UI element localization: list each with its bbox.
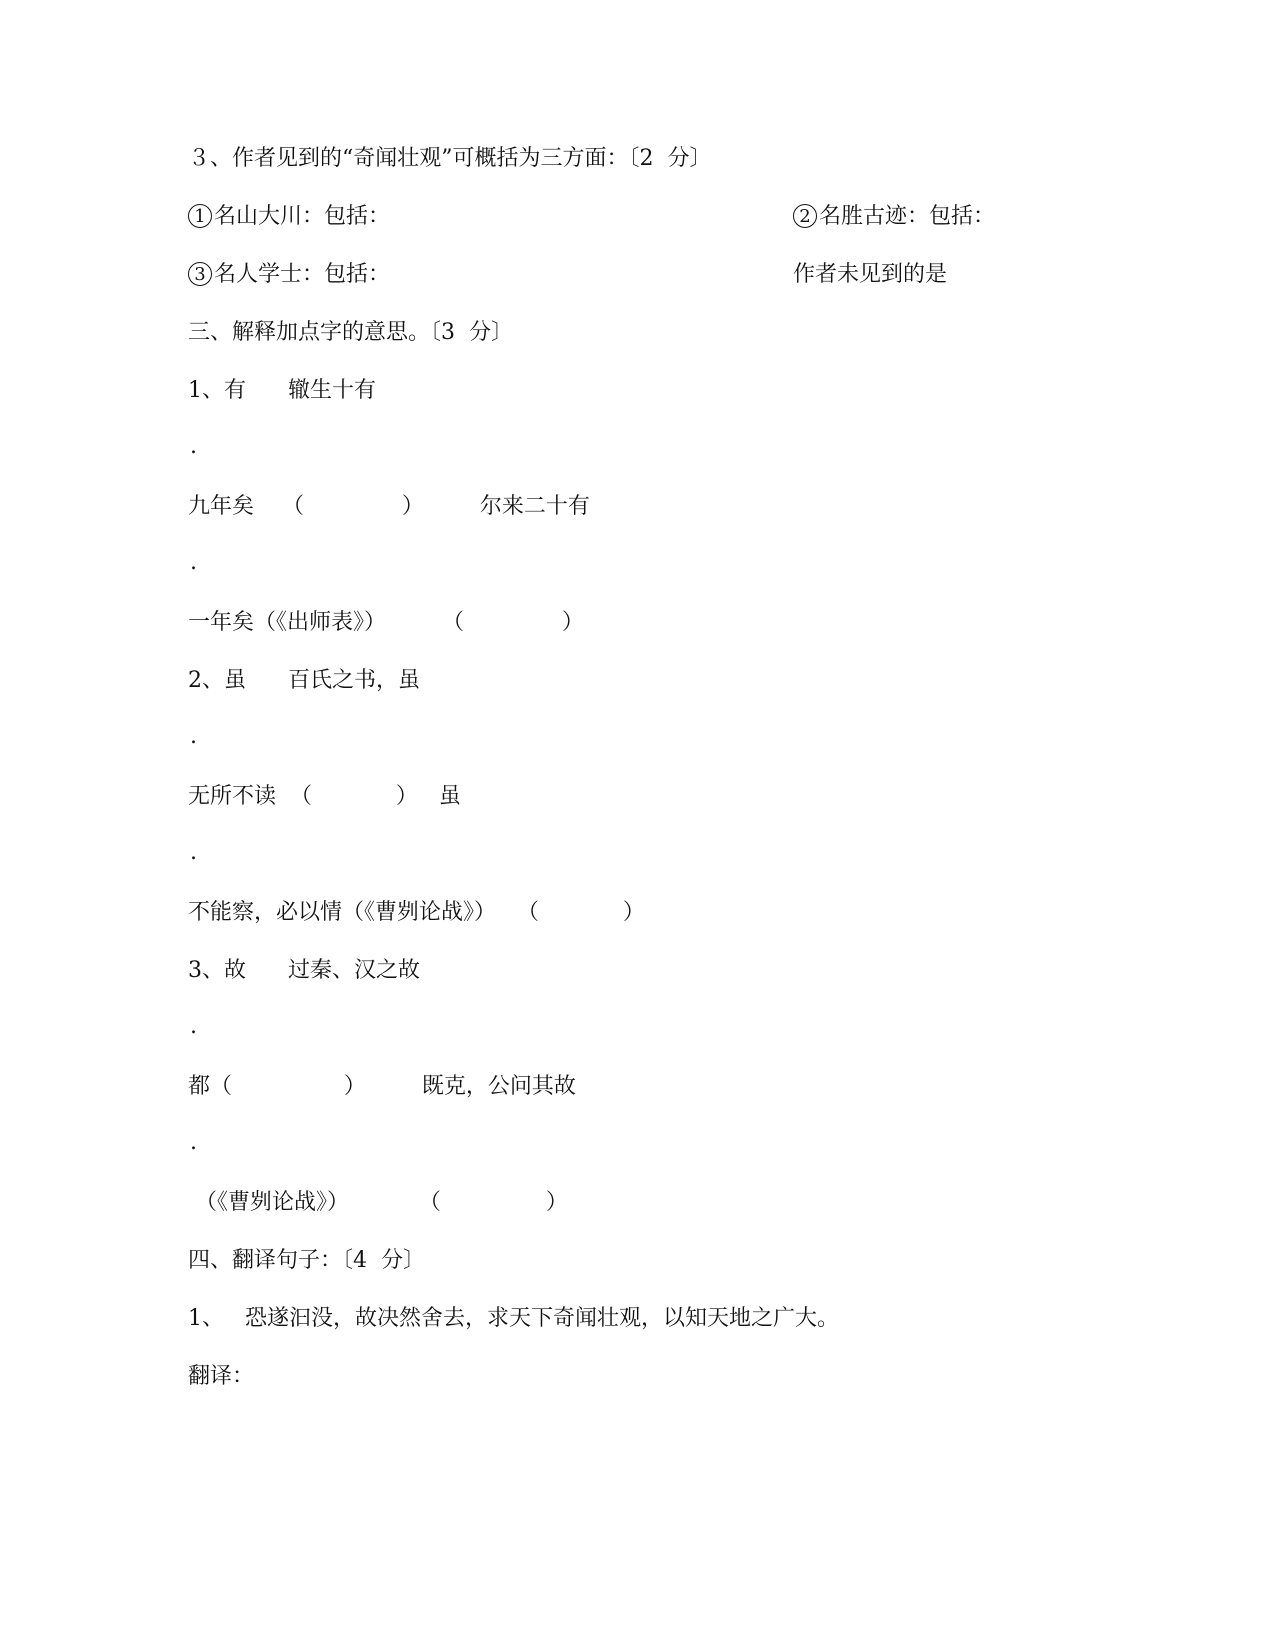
s4-q1-answer-label: 翻译： bbox=[188, 1364, 255, 1389]
q3-item-1-text: 名山大川：包括： bbox=[214, 204, 391, 229]
s3-q3-line-3: （《曹刿论战》） （ ） bbox=[188, 1190, 568, 1215]
emphasis-dot: . bbox=[190, 1014, 197, 1039]
question-3-title: ３、作者见到的“奇闻壮观”可概括为三方面：〔2 分〕 bbox=[188, 146, 712, 171]
s3-q2-line-2: 无所不读 （ ） 虽 bbox=[188, 784, 461, 809]
s3-q2-line-1: 2、虽 百氏之书，虽 bbox=[188, 668, 420, 693]
s4-q1-text: 1、 恐遂汩没，故决然舍去，求天下奇闻壮观，以知天地之广大。 bbox=[188, 1306, 839, 1331]
q3-item-2-text: 名胜古迹：包括： bbox=[819, 204, 996, 229]
q3-item-3 bbox=[188, 261, 390, 289]
circled-number-3: 3 bbox=[188, 262, 212, 286]
emphasis-dot: . bbox=[190, 724, 197, 749]
emphasis-dot: . bbox=[190, 434, 197, 459]
q3-item-4-text: 作者未见到的是 bbox=[793, 262, 948, 287]
circled-number-2: 2 bbox=[793, 204, 817, 228]
s3-q2-line-3: 不能察，必以情（《曹刿论战》） （ ） bbox=[188, 900, 645, 925]
q3-item-2 bbox=[793, 203, 995, 231]
emphasis-dot: . bbox=[190, 1130, 197, 1155]
emphasis-dot: . bbox=[190, 840, 197, 865]
s3-q3-line-1: 3、故 过秦、汉之故 bbox=[188, 958, 420, 983]
s3-q1-line-1: 1、有 辙生十有 bbox=[188, 378, 376, 403]
section-4-heading: 四、翻译句子：〔4 分〕 bbox=[188, 1248, 425, 1273]
circled-number-1: 1 bbox=[188, 204, 212, 228]
emphasis-dot: . bbox=[190, 550, 197, 575]
q3-item-1 bbox=[188, 203, 390, 231]
section-3-heading: 三、解释加点字的意思。〔3 分〕 bbox=[188, 320, 513, 345]
s3-q3-line-2: 都（ ） 既克，公问其故 bbox=[188, 1074, 576, 1099]
q3-item-3-text: 名人学士：包括： bbox=[214, 262, 391, 287]
s3-q1-line-3: 一年矣（《出师表》） （ ） bbox=[188, 610, 584, 635]
s3-q1-line-2: 九年矣 （ ） 尔来二十有 bbox=[188, 494, 590, 519]
